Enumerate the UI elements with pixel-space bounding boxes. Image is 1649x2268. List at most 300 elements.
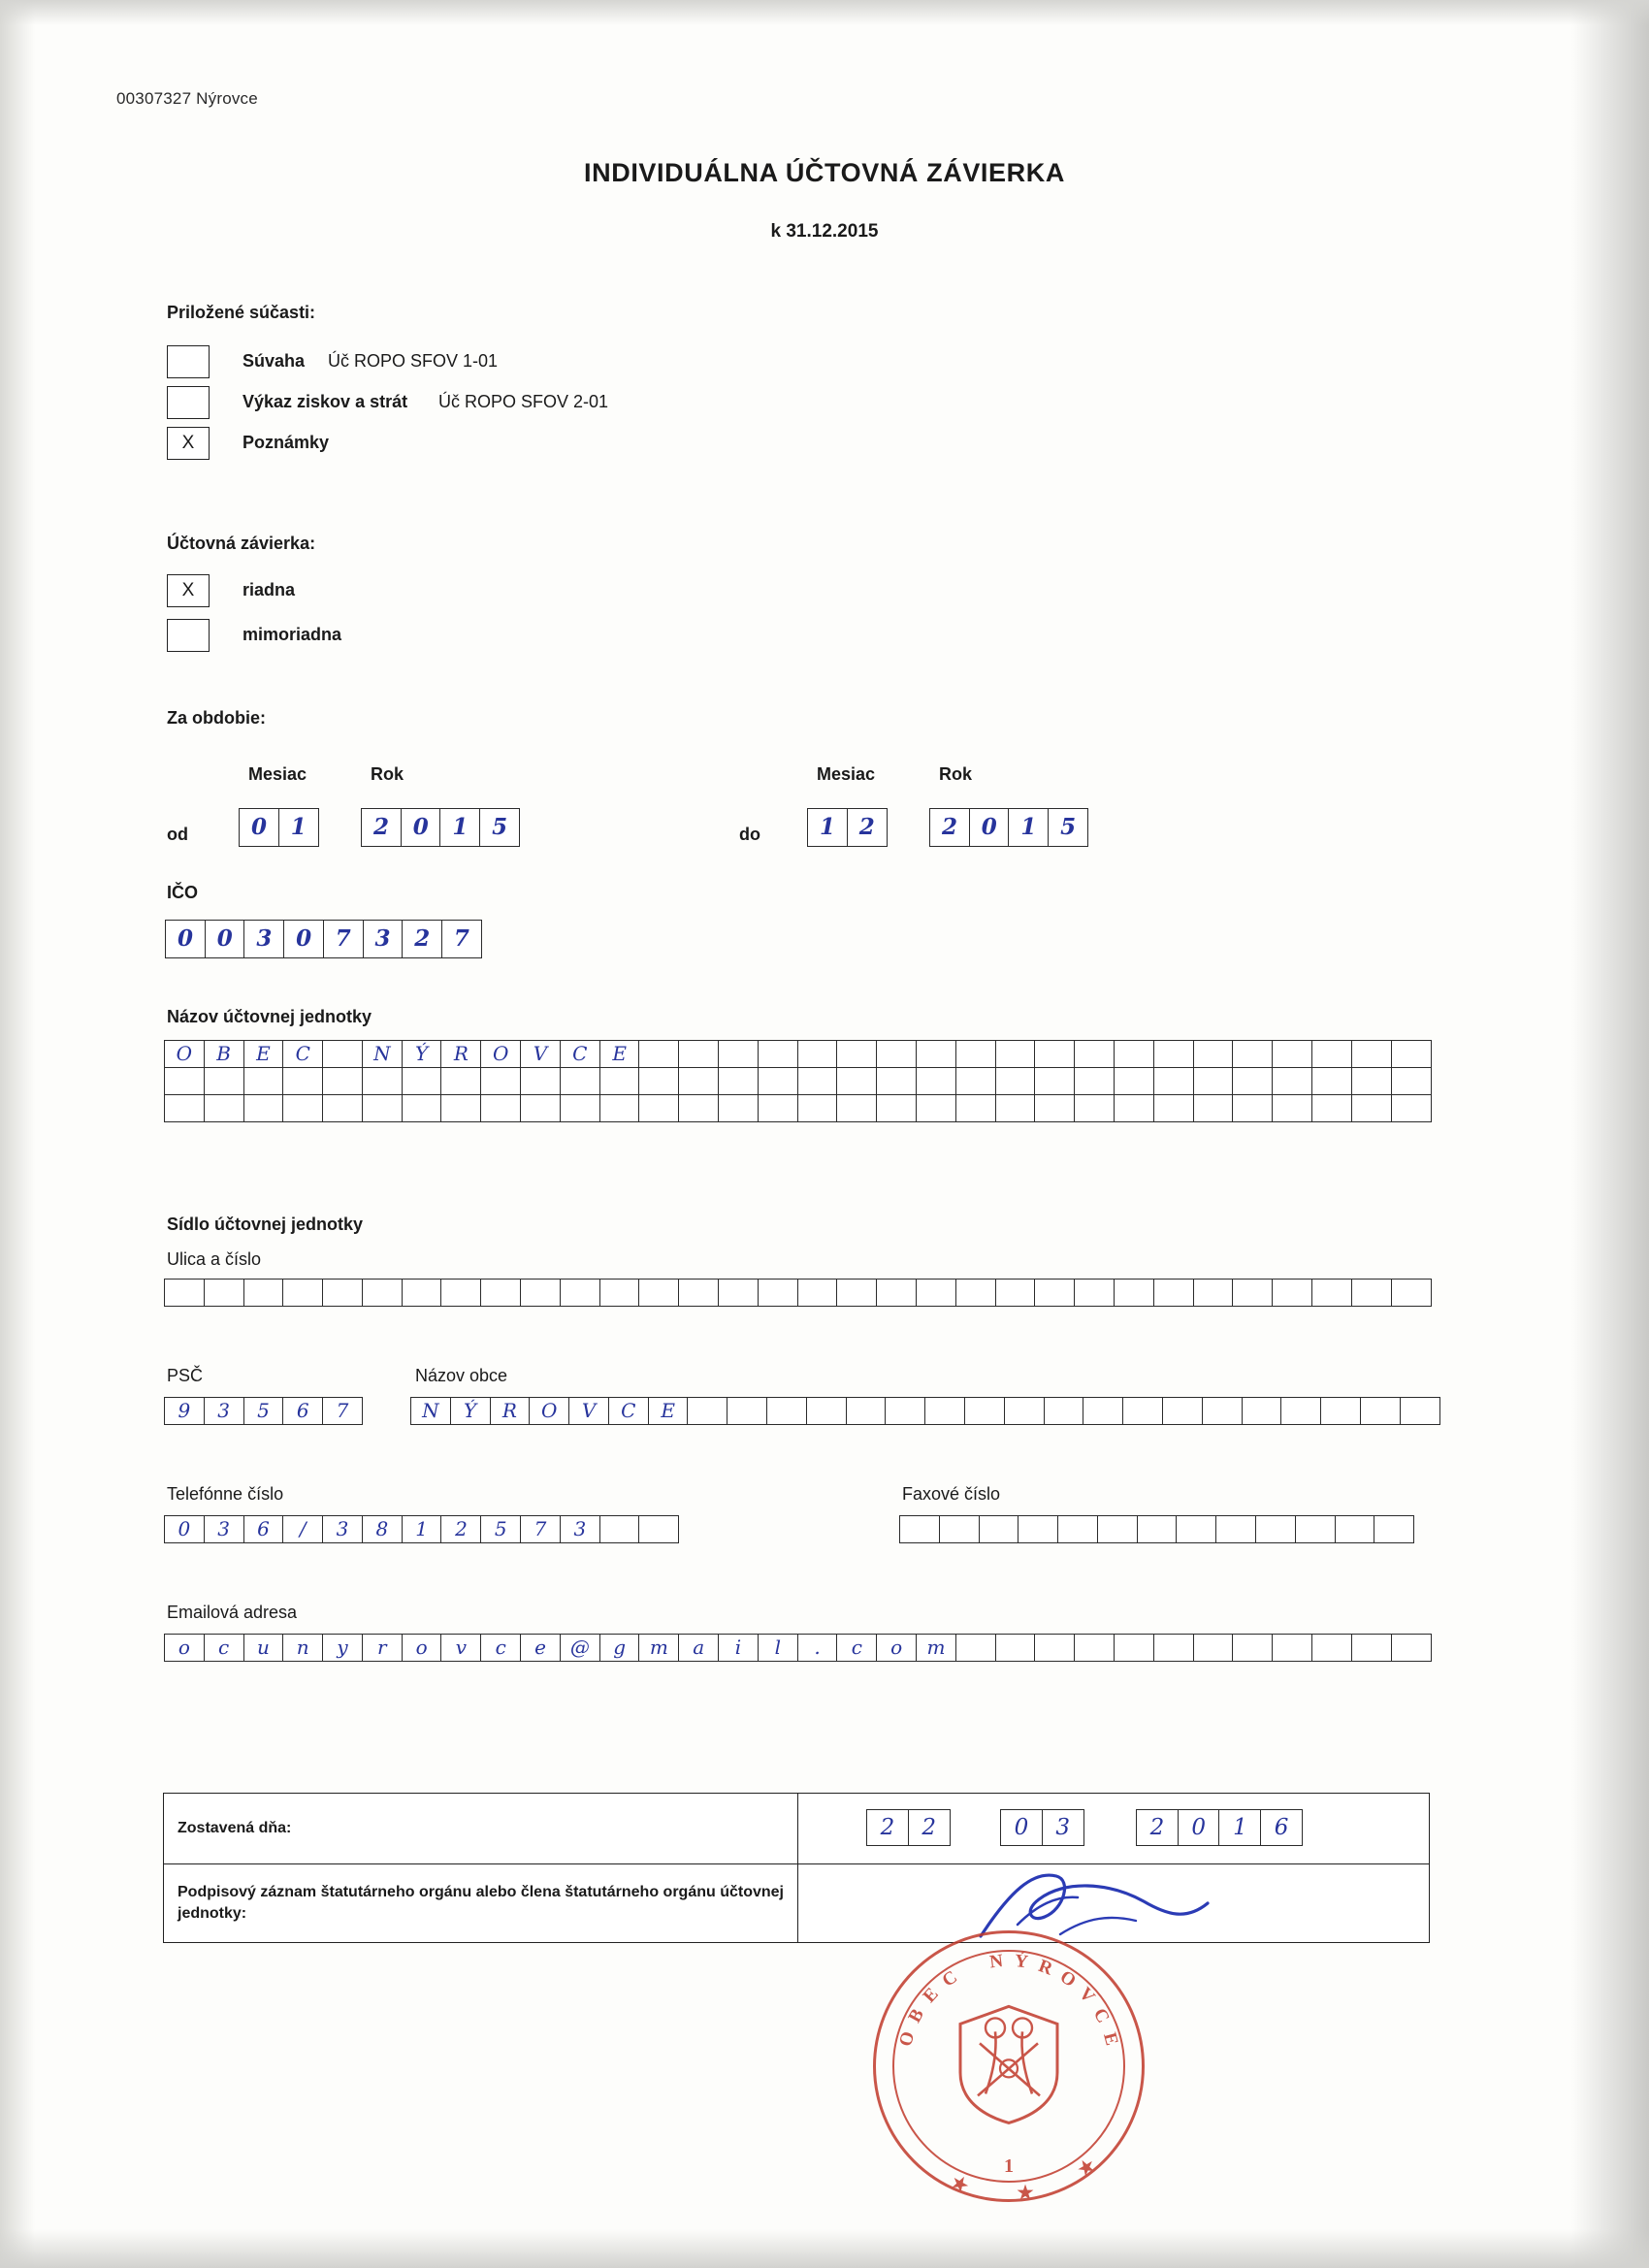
page-subtitle: k 31.12.2015 <box>770 221 879 242</box>
city-cell[interactable] <box>1242 1397 1282 1425</box>
entity-name-cell[interactable] <box>322 1067 363 1095</box>
email-cell[interactable] <box>1153 1634 1194 1662</box>
city-cell[interactable] <box>727 1397 767 1425</box>
period-from-year-digit[interactable]: 1 <box>439 808 480 847</box>
period-from-year-field[interactable] <box>361 808 520 847</box>
entity-name-cell[interactable]: R <box>440 1040 481 1068</box>
city-cell[interactable] <box>1280 1397 1321 1425</box>
email-cell[interactable]: c <box>204 1634 244 1662</box>
city-cell[interactable] <box>1004 1397 1045 1425</box>
period-to-month-digit[interactable]: 2 <box>847 808 888 847</box>
closing-type-label-mimoriadna: mimoriadna <box>242 625 342 644</box>
street-cell[interactable] <box>1153 1279 1194 1307</box>
phone-cell[interactable]: 0 <box>164 1515 205 1543</box>
street-cell[interactable] <box>322 1279 363 1307</box>
entity-name-cell[interactable]: Ý <box>402 1040 442 1068</box>
entity-name-cell[interactable] <box>1153 1040 1194 1068</box>
period-to-year-header: Rok <box>939 764 973 784</box>
city-cell[interactable]: R <box>490 1397 531 1425</box>
compiled-day-digit[interactable]: 2 <box>866 1809 909 1846</box>
street-cell[interactable] <box>1114 1279 1154 1307</box>
entity-name-cell[interactable] <box>560 1067 600 1095</box>
period-label: Za obdobie: <box>167 708 266 728</box>
fax-cell[interactable] <box>1018 1515 1058 1543</box>
entity-name-cell[interactable] <box>1232 1040 1273 1068</box>
street-cell[interactable] <box>995 1279 1036 1307</box>
entity-name-cell[interactable] <box>718 1067 759 1095</box>
street-cell[interactable] <box>876 1279 917 1307</box>
email-cell[interactable] <box>1391 1634 1432 1662</box>
period-from-year-digit[interactable]: 5 <box>479 808 520 847</box>
phone-cell[interactable] <box>599 1515 640 1543</box>
entity-name-cell[interactable] <box>678 1040 719 1068</box>
ico-label: IČO <box>167 883 199 902</box>
email-cell[interactable]: . <box>797 1634 838 1662</box>
entity-name-cell[interactable] <box>836 1067 877 1095</box>
stamp-ring-char: O <box>1055 1966 1080 1992</box>
street-cell[interactable] <box>1272 1279 1312 1307</box>
email-cell[interactable]: c <box>480 1634 521 1662</box>
email-cell[interactable]: c <box>836 1634 877 1662</box>
street-cell[interactable] <box>638 1279 679 1307</box>
signature-label: Podpisový záznam štatutárneho orgánu alebo člena štatutárneho orgánu účtovnej jednotky: <box>164 1864 798 1942</box>
email-cell[interactable]: a <box>678 1634 719 1662</box>
checkbox-suvaha[interactable] <box>167 345 210 378</box>
entity-name-cell[interactable] <box>638 1067 679 1095</box>
fax-cell[interactable] <box>1335 1515 1375 1543</box>
footer-table <box>163 1793 1430 1943</box>
phone-cell[interactable]: 2 <box>440 1515 481 1543</box>
period-to-year-digit[interactable]: 0 <box>969 808 1010 847</box>
stamp-ring-char: C <box>938 1966 961 1992</box>
entity-name-cell[interactable] <box>995 1040 1036 1068</box>
entity-name-cell[interactable] <box>1193 1067 1234 1095</box>
entity-name-cell[interactable] <box>955 1040 996 1068</box>
entity-name-cell[interactable] <box>322 1040 363 1068</box>
entity-name-cell[interactable] <box>1114 1067 1154 1095</box>
city-cell[interactable]: Ý <box>450 1397 491 1425</box>
street-cell[interactable] <box>718 1279 759 1307</box>
entity-name-cell[interactable] <box>322 1094 363 1122</box>
entity-name-cell[interactable] <box>1153 1067 1194 1095</box>
street-cell[interactable] <box>599 1279 640 1307</box>
ico-digit[interactable]: 0 <box>165 920 206 958</box>
entity-name-cell[interactable] <box>282 1067 323 1095</box>
entity-name-cell[interactable] <box>1153 1094 1194 1122</box>
city-cell[interactable] <box>846 1397 887 1425</box>
entity-name-cell[interactable] <box>1034 1067 1075 1095</box>
entity-name-cell[interactable] <box>599 1094 640 1122</box>
fax-cell[interactable] <box>1137 1515 1178 1543</box>
psc-field[interactable] <box>165 1397 371 1425</box>
stamp-ring-char: B <box>904 2005 929 2026</box>
phone-cell[interactable]: 6 <box>243 1515 284 1543</box>
ico-digit[interactable]: 3 <box>363 920 404 958</box>
email-cell[interactable]: o <box>876 1634 917 1662</box>
phone-field[interactable] <box>165 1515 698 1543</box>
street-cell[interactable] <box>362 1279 403 1307</box>
compiled-day-field[interactable] <box>866 1809 951 1846</box>
phone-label: Telefónne číslo <box>167 1484 284 1504</box>
entity-name-cell[interactable] <box>1034 1094 1075 1122</box>
fax-cell[interactable] <box>1215 1515 1256 1543</box>
entity-name-cell[interactable] <box>480 1094 521 1122</box>
email-cell[interactable]: o <box>164 1634 205 1662</box>
entity-name-cell[interactable] <box>204 1067 244 1095</box>
entity-name-cell[interactable] <box>1351 1094 1392 1122</box>
period-from-month-field[interactable] <box>239 808 319 847</box>
signature-cell[interactable] <box>798 1864 1429 1942</box>
street-cell[interactable] <box>678 1279 719 1307</box>
street-cell[interactable] <box>560 1279 600 1307</box>
entity-name-cell[interactable] <box>836 1040 877 1068</box>
entity-name-cell[interactable] <box>916 1094 956 1122</box>
entity-name-cell[interactable] <box>1351 1040 1392 1068</box>
period-to-month-digit[interactable]: 1 <box>807 808 848 847</box>
entity-name-cell[interactable] <box>599 1067 640 1095</box>
entity-name-cell[interactable] <box>916 1040 956 1068</box>
entity-name-cell[interactable] <box>1114 1094 1154 1122</box>
email-field[interactable] <box>165 1634 1467 1662</box>
compiled-year-digit[interactable]: 0 <box>1178 1809 1220 1846</box>
phone-cell[interactable] <box>638 1515 679 1543</box>
street-cell[interactable] <box>243 1279 284 1307</box>
entity-name-cell[interactable]: E <box>243 1040 284 1068</box>
street-cell[interactable] <box>164 1279 205 1307</box>
closing-type-label: Účtovná závierka: <box>167 534 316 553</box>
email-cell[interactable] <box>955 1634 996 1662</box>
entity-name-cell[interactable] <box>758 1094 798 1122</box>
period-to-year-field[interactable] <box>929 808 1088 847</box>
entity-name-cell[interactable] <box>480 1067 521 1095</box>
email-cell[interactable] <box>1193 1634 1234 1662</box>
email-cell[interactable]: @ <box>560 1634 600 1662</box>
street-cell[interactable] <box>520 1279 561 1307</box>
city-cell[interactable] <box>1122 1397 1163 1425</box>
city-cell[interactable] <box>885 1397 925 1425</box>
entity-name-cell[interactable]: O <box>480 1040 521 1068</box>
email-cell[interactable]: l <box>758 1634 798 1662</box>
city-cell[interactable]: C <box>608 1397 649 1425</box>
entity-name-cell[interactable] <box>718 1040 759 1068</box>
city-cell[interactable] <box>1162 1397 1203 1425</box>
street-cell[interactable] <box>836 1279 877 1307</box>
ico-digit[interactable]: 7 <box>323 920 364 958</box>
entity-name-cell[interactable] <box>638 1040 679 1068</box>
street-label: Ulica a číslo <box>167 1249 262 1269</box>
compiled-year-digit[interactable]: 1 <box>1218 1809 1261 1846</box>
email-cell[interactable]: m <box>638 1634 679 1662</box>
checkbox-poznamky[interactable] <box>167 427 210 460</box>
entity-name-label: Názov účtovnej jednotky <box>167 1007 372 1026</box>
compiled-year-field[interactable] <box>1136 1809 1303 1846</box>
entity-name-cell[interactable]: C <box>282 1040 323 1068</box>
checkbox-vykaz[interactable] <box>167 386 210 419</box>
entity-name-cell[interactable] <box>955 1067 996 1095</box>
entity-name-cell[interactable] <box>1193 1094 1234 1122</box>
stamp-ring-char: C <box>1088 2004 1114 2027</box>
entity-name-cell[interactable] <box>638 1094 679 1122</box>
email-cell[interactable] <box>1272 1634 1312 1662</box>
entity-name-cell[interactable] <box>876 1094 917 1122</box>
entity-name-cell[interactable] <box>718 1094 759 1122</box>
street-cell[interactable] <box>440 1279 481 1307</box>
entity-seat-label: Sídlo účtovnej jednotky <box>167 1215 364 1234</box>
compiled-day-digit[interactable]: 2 <box>908 1809 951 1846</box>
psc-cell[interactable]: 5 <box>243 1397 284 1425</box>
street-cell[interactable] <box>402 1279 442 1307</box>
email-cell[interactable] <box>1232 1634 1273 1662</box>
fax-cell[interactable] <box>979 1515 1019 1543</box>
street-cell[interactable] <box>758 1279 798 1307</box>
stamp-ring-char-bottom: ★ <box>1074 2155 1099 2182</box>
entity-name-cell[interactable]: E <box>599 1040 640 1068</box>
entity-name-cell[interactable]: O <box>164 1040 205 1068</box>
entity-name-cell[interactable] <box>797 1067 838 1095</box>
entity-name-cell[interactable] <box>560 1094 600 1122</box>
psc-cell[interactable]: 9 <box>164 1397 205 1425</box>
entity-name-field[interactable] <box>165 1040 1467 1122</box>
entity-name-cell[interactable] <box>440 1094 481 1122</box>
ico-digit[interactable]: 3 <box>243 920 284 958</box>
city-label: Názov obce <box>415 1366 508 1385</box>
entity-name-cell[interactable] <box>1232 1094 1273 1122</box>
entity-name-cell[interactable] <box>876 1067 917 1095</box>
stamp-ring-char: V <box>1074 1983 1099 2008</box>
stamp-ring-char: E <box>1099 2030 1122 2048</box>
entity-name-cell[interactable] <box>243 1067 284 1095</box>
city-cell[interactable] <box>964 1397 1005 1425</box>
email-cell[interactable]: u <box>243 1634 284 1662</box>
entity-name-cell[interactable] <box>204 1094 244 1122</box>
psc-cell[interactable]: 7 <box>322 1397 363 1425</box>
period-to-year-digit[interactable]: 2 <box>929 808 970 847</box>
email-cell[interactable]: i <box>718 1634 759 1662</box>
email-cell[interactable]: n <box>282 1634 323 1662</box>
phone-cell[interactable]: 3 <box>322 1515 363 1543</box>
city-field[interactable] <box>411 1397 1469 1425</box>
entity-name-cell[interactable] <box>520 1094 561 1122</box>
entity-name-cell[interactable] <box>1311 1067 1352 1095</box>
fax-cell[interactable] <box>1057 1515 1098 1543</box>
city-cell[interactable] <box>924 1397 965 1425</box>
phone-cell[interactable]: 3 <box>204 1515 244 1543</box>
city-cell[interactable] <box>766 1397 807 1425</box>
fax-cell[interactable] <box>939 1515 980 1543</box>
entity-name-cell[interactable] <box>1114 1040 1154 1068</box>
city-cell[interactable]: N <box>410 1397 451 1425</box>
email-cell[interactable] <box>1311 1634 1352 1662</box>
street-cell[interactable] <box>282 1279 323 1307</box>
compiled-month-field[interactable] <box>1000 1809 1084 1846</box>
checkbox-riadna[interactable] <box>167 574 210 607</box>
street-cell[interactable] <box>797 1279 838 1307</box>
email-cell[interactable]: v <box>440 1634 481 1662</box>
entity-name-cell[interactable] <box>1272 1040 1312 1068</box>
entity-name-cell[interactable] <box>282 1094 323 1122</box>
entity-name-cell[interactable] <box>1074 1040 1115 1068</box>
city-cell[interactable] <box>1044 1397 1084 1425</box>
ico-digit[interactable]: 7 <box>441 920 482 958</box>
period-to-year-digit[interactable]: 5 <box>1048 808 1088 847</box>
period-to-year-digit[interactable]: 1 <box>1008 808 1049 847</box>
attachment-label-vykaz: Výkaz ziskov a strát <box>242 392 408 411</box>
ico-field[interactable] <box>165 920 482 958</box>
phone-cell[interactable]: 7 <box>520 1515 561 1543</box>
entity-name-cell[interactable] <box>758 1040 798 1068</box>
entity-name-cell[interactable] <box>362 1094 403 1122</box>
street-cell[interactable] <box>480 1279 521 1307</box>
period-from-month-header: Mesiac <box>248 764 307 784</box>
fax-cell[interactable] <box>1255 1515 1296 1543</box>
compiled-date-cell[interactable] <box>798 1794 1429 1863</box>
entity-name-cell[interactable] <box>995 1067 1036 1095</box>
entity-name-cell[interactable] <box>797 1094 838 1122</box>
entity-name-cell[interactable] <box>916 1067 956 1095</box>
compiled-year-digit[interactable]: 6 <box>1260 1809 1303 1846</box>
entity-name-cell[interactable] <box>678 1067 719 1095</box>
fax-cell[interactable] <box>1176 1515 1216 1543</box>
entity-name-cell[interactable] <box>1232 1067 1273 1095</box>
entity-name-cell[interactable] <box>1272 1067 1312 1095</box>
entity-name-cell[interactable] <box>1311 1040 1352 1068</box>
entity-name-cell[interactable] <box>520 1067 561 1095</box>
entity-name-cell[interactable] <box>995 1094 1036 1122</box>
city-cell[interactable]: V <box>568 1397 609 1425</box>
ico-digit[interactable]: 0 <box>205 920 245 958</box>
phone-cell[interactable]: 5 <box>480 1515 521 1543</box>
email-cell[interactable] <box>1074 1634 1115 1662</box>
fax-cell[interactable] <box>1295 1515 1336 1543</box>
street-cell[interactable] <box>1391 1279 1432 1307</box>
entity-name-cell[interactable] <box>1074 1094 1115 1122</box>
period-to-month-field[interactable] <box>807 808 888 847</box>
compiled-month-digit[interactable]: 3 <box>1042 1809 1084 1846</box>
phone-cell[interactable]: 8 <box>362 1515 403 1543</box>
entity-name-cell[interactable]: V <box>520 1040 561 1068</box>
city-cell[interactable] <box>1202 1397 1243 1425</box>
checkbox-poznamky-mark: X <box>181 433 195 453</box>
fax-cell[interactable] <box>1374 1515 1414 1543</box>
email-cell[interactable]: m <box>916 1634 956 1662</box>
entity-name-cell[interactable]: C <box>560 1040 600 1068</box>
entity-name-cell[interactable] <box>1351 1067 1392 1095</box>
entity-name-cell[interactable] <box>876 1040 917 1068</box>
city-cell[interactable]: E <box>648 1397 689 1425</box>
email-cell[interactable]: g <box>599 1634 640 1662</box>
entity-name-cell[interactable] <box>362 1067 403 1095</box>
psc-label: PSČ <box>167 1366 204 1385</box>
fax-cell[interactable] <box>1097 1515 1138 1543</box>
phone-cell[interactable]: 1 <box>402 1515 442 1543</box>
entity-name-cell[interactable]: B <box>204 1040 244 1068</box>
entity-name-cell[interactable] <box>1074 1067 1115 1095</box>
entity-name-cell[interactable] <box>164 1067 205 1095</box>
email-cell[interactable] <box>1034 1634 1075 1662</box>
street-cell[interactable] <box>916 1279 956 1307</box>
street-cell[interactable] <box>1351 1279 1392 1307</box>
entity-name-cell[interactable] <box>758 1067 798 1095</box>
stamp-number: 1 <box>1004 2155 1014 2177</box>
email-cell[interactable]: r <box>362 1634 403 1662</box>
city-cell[interactable] <box>1320 1397 1361 1425</box>
street-cell[interactable] <box>1193 1279 1234 1307</box>
phone-cell[interactable]: 3 <box>560 1515 600 1543</box>
email-cell[interactable]: y <box>322 1634 363 1662</box>
street-cell[interactable] <box>204 1279 244 1307</box>
city-cell[interactable] <box>1400 1397 1440 1425</box>
entity-name-cell[interactable] <box>1193 1040 1234 1068</box>
entity-name-cell[interactable] <box>955 1094 996 1122</box>
city-cell[interactable] <box>1360 1397 1401 1425</box>
entity-name-cell[interactable] <box>1391 1067 1432 1095</box>
street-cell[interactable] <box>955 1279 996 1307</box>
entity-name-cell[interactable] <box>164 1094 205 1122</box>
entity-name-cell[interactable] <box>1391 1094 1432 1122</box>
email-cell[interactable] <box>1114 1634 1154 1662</box>
period-from-year-digit[interactable]: 0 <box>401 808 441 847</box>
email-cell[interactable] <box>995 1634 1036 1662</box>
stamp-coat-of-arms <box>951 2000 1067 2126</box>
attachment-code-vykaz: Úč ROPO SFOV 2-01 <box>438 392 609 411</box>
street-cell[interactable] <box>1034 1279 1075 1307</box>
city-cell[interactable] <box>1083 1397 1123 1425</box>
entity-name-cell[interactable] <box>836 1094 877 1122</box>
psc-cell[interactable]: 6 <box>282 1397 323 1425</box>
entity-name-cell[interactable] <box>1311 1094 1352 1122</box>
period-from-month-digit[interactable]: 1 <box>278 808 319 847</box>
document-header-id: 00307327 Nýrovce <box>116 89 258 108</box>
email-cell[interactable] <box>1351 1634 1392 1662</box>
period-from-year-header: Rok <box>371 764 404 784</box>
email-cell[interactable]: o <box>402 1634 442 1662</box>
entity-name-cell[interactable] <box>678 1094 719 1122</box>
fax-field[interactable] <box>900 1515 1434 1543</box>
closing-type-label-riadna: riadna <box>242 580 296 599</box>
entity-name-cell[interactable] <box>402 1094 442 1122</box>
entity-name-cell[interactable] <box>1034 1040 1075 1068</box>
entity-name-cell[interactable] <box>797 1040 838 1068</box>
street-cell[interactable] <box>1232 1279 1273 1307</box>
period-from-year-digit[interactable]: 2 <box>361 808 402 847</box>
psc-cell[interactable]: 3 <box>204 1397 244 1425</box>
street-cell[interactable] <box>1074 1279 1115 1307</box>
entity-name-cell[interactable] <box>440 1067 481 1095</box>
phone-cell[interactable]: / <box>282 1515 323 1543</box>
entity-name-cell[interactable] <box>402 1067 442 1095</box>
street-field[interactable] <box>165 1279 1467 1307</box>
street-cell[interactable] <box>1311 1279 1352 1307</box>
entity-name-cell[interactable] <box>1391 1040 1432 1068</box>
email-cell[interactable]: e <box>520 1634 561 1662</box>
entity-name-cell[interactable]: N <box>362 1040 403 1068</box>
city-cell[interactable] <box>687 1397 728 1425</box>
fax-cell[interactable] <box>899 1515 940 1543</box>
stamp-ring-char-bottom: ★ <box>1017 2183 1034 2204</box>
compiled-year-digit[interactable]: 2 <box>1136 1809 1179 1846</box>
ico-digit[interactable]: 0 <box>283 920 324 958</box>
compiled-month-digit[interactable]: 0 <box>1000 1809 1043 1846</box>
city-cell[interactable] <box>806 1397 847 1425</box>
checkbox-mimoriadna[interactable] <box>167 619 210 652</box>
stamp-inner-ring <box>892 1950 1125 2183</box>
entity-name-cell[interactable] <box>1272 1094 1312 1122</box>
compiled-label: Zostavená dňa: <box>164 1794 798 1863</box>
entity-name-cell[interactable] <box>243 1094 284 1122</box>
city-cell[interactable]: O <box>529 1397 569 1425</box>
ico-digit[interactable]: 2 <box>402 920 442 958</box>
period-from-month-digit[interactable]: 0 <box>239 808 279 847</box>
